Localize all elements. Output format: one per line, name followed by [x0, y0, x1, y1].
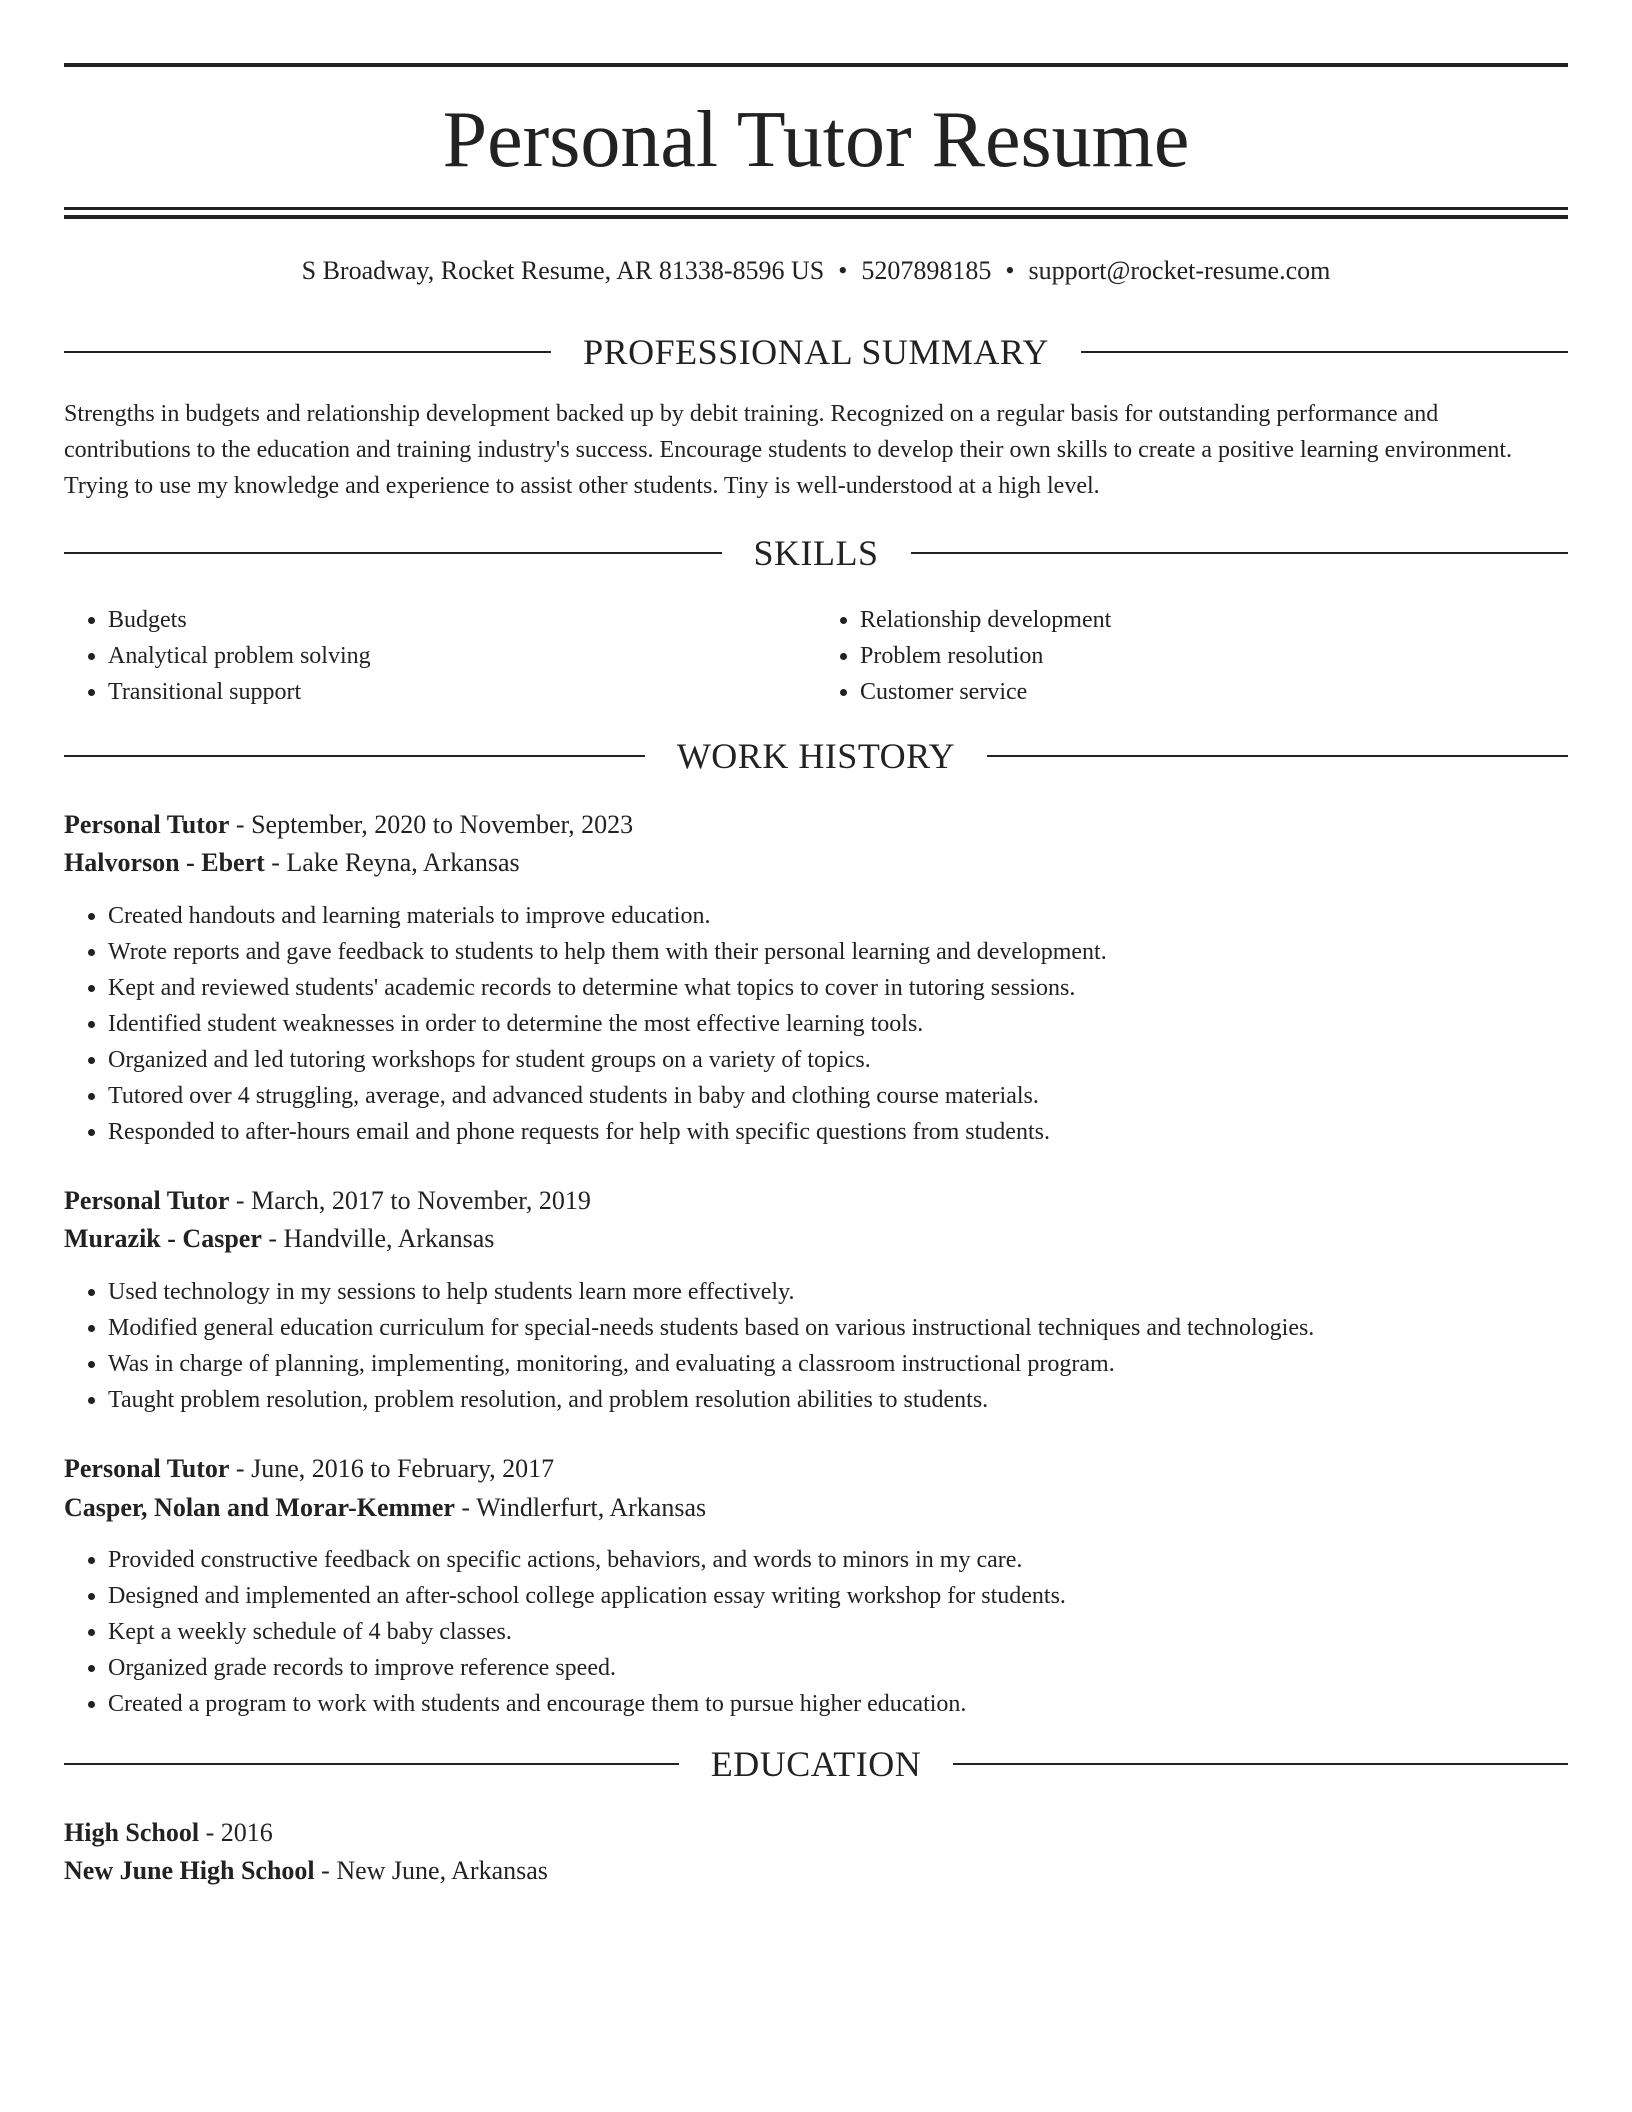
section-heading: EDUCATION: [710, 1744, 922, 1784]
job-title-line: [64, 1182, 1568, 1220]
job-bullet: • Responded to after-hours email and phone requests for help with specific questions from students.: [108, 1114, 1612, 1150]
top-rule: [64, 63, 1568, 67]
contact-line: [64, 254, 1568, 288]
job-employer-line: [64, 1220, 1568, 1258]
skill-item: • Relationship development: [860, 602, 1568, 638]
job-employer: Casper, Nolan and Morar-Kemmer: [64, 1493, 455, 1522]
job-employer: Murazik - Casper: [64, 1224, 262, 1253]
job-location: - Windlerfurt, Arkansas: [454, 1493, 707, 1522]
job-dates: - September, 2020 to November, 2023: [229, 810, 634, 839]
job-bullet: • Created a program to work with students and encourage them to pursue higher education.: [108, 1686, 1612, 1722]
title-double-rule-upper: [64, 207, 1568, 210]
job-title: Personal Tutor: [64, 810, 230, 839]
job-bullet: • Organized grade records to improve reference speed.: [108, 1650, 1612, 1686]
job-location: - Lake Reyna, Arkansas: [264, 848, 520, 877]
summary-text: Strengths in budgets and relationship development backed up by debit training. Recognized on a regular basis for outstanding performance and contributions to the education and training industry's success. Encourage students to develop their own skills to create a positive learning environment. Trying to use my knowledge and experience to assist other students. Tiny is well-understood at a high level.: [64, 401, 1512, 499]
job-employer-line: [64, 844, 1568, 882]
summary-section-header: [64, 330, 1568, 374]
section-heading: WORK HISTORY: [676, 736, 956, 776]
job-bullet: • Identified student weaknesses in order to determine the most effective learning tools.: [108, 1006, 1612, 1042]
job-title: Personal Tutor: [64, 1186, 230, 1215]
job-bullet: • Kept a weekly schedule of 4 baby classes.: [108, 1614, 1612, 1650]
title-double-rule-lower: [64, 215, 1568, 219]
section-rule-left: [64, 351, 551, 353]
job-title: Personal Tutor: [64, 1454, 230, 1483]
job-bullet: • Kept and reviewed students' academic records to determine what topics to cover in tutoring sessions.: [108, 970, 1612, 1006]
contact-address: S Broadway, Rocket Resume, AR 81338-8596 US: [301, 256, 825, 285]
job-bullet: • Wrote reports and gave feedback to students to help them with their personal learning and development.: [108, 934, 1612, 970]
skills-column-left: [64, 602, 816, 710]
education-degree-line: [64, 1814, 1568, 1852]
job-bullet: • Created handouts and learning materials to improve education.: [108, 898, 1612, 934]
skill-item: • Customer service: [860, 674, 1568, 710]
section-rule-right: [953, 1763, 1568, 1765]
job-dates: - June, 2016 to February, 2017: [229, 1454, 555, 1483]
education-degree: High School: [64, 1818, 200, 1847]
skills-column-right: [816, 602, 1568, 710]
job-bullets: [64, 898, 1612, 1150]
skills-list: [64, 602, 1568, 710]
contact-separator: •: [1005, 256, 1015, 285]
section-rule-right: [911, 552, 1569, 554]
job-bullet: • Modified general education curriculum for special-needs students based on various instructional techniques and technologies.: [108, 1310, 1612, 1346]
education-school: New June High School: [64, 1856, 315, 1885]
job-bullets: [64, 1274, 1612, 1418]
skill-item: • Analytical problem solving: [108, 638, 816, 674]
resume-title: Personal Tutor Resume: [442, 96, 1190, 184]
skill-item: • Budgets: [108, 602, 816, 638]
job-title-line: [64, 806, 1568, 844]
job-bullet: • Tutored over 4 struggling, average, and advanced students in baby and clothing course materials.: [108, 1078, 1612, 1114]
section-heading: PROFESSIONAL SUMMARY: [583, 332, 1049, 372]
contact-separator: •: [838, 256, 848, 285]
contact-phone: 5207898185: [861, 256, 992, 285]
job-bullets: [64, 1542, 1612, 1722]
section-rule-right: [987, 755, 1568, 757]
section-rule-left: [64, 552, 722, 554]
job-bullet: • Designed and implemented an after-school college application essay writing workshop for students.: [108, 1578, 1612, 1614]
section-heading: SKILLS: [753, 533, 879, 573]
education-section-header: [64, 1742, 1568, 1786]
job-employer-line: [64, 1489, 1568, 1527]
work-section-header: [64, 734, 1568, 778]
education-year: - 2016: [199, 1818, 273, 1847]
section-rule-right: [1081, 351, 1568, 353]
job-bullet: • Provided constructive feedback on specific actions, behaviors, and words to minors in my care.: [108, 1542, 1612, 1578]
section-rule-left: [64, 1763, 679, 1765]
contact-email: support@rocket-resume.com: [1028, 256, 1331, 285]
skill-item: • Transitional support: [108, 674, 816, 710]
education-location: - New June, Arkansas: [314, 1856, 548, 1885]
skills-section-header: [64, 531, 1568, 575]
job-location: - Handville, Arkansas: [261, 1224, 495, 1253]
job-bullet: • Was in charge of planning, implementing, monitoring, and evaluating a classroom instructional program.: [108, 1346, 1612, 1382]
job-bullet: • Organized and led tutoring workshops for student groups on a variety of topics.: [108, 1042, 1612, 1078]
section-rule-left: [64, 755, 645, 757]
education-school-line: [64, 1852, 1568, 1890]
job-dates: - March, 2017 to November, 2019: [229, 1186, 591, 1215]
skill-item: • Problem resolution: [860, 638, 1568, 674]
job-bullet: • Used technology in my sessions to help students learn more effectively.: [108, 1274, 1612, 1310]
job-bullet: • Taught problem resolution, problem resolution, and problem resolution abilities to students.: [108, 1382, 1612, 1418]
job-title-line: [64, 1450, 1568, 1488]
job-employer: Halvorson - Ebert: [64, 848, 265, 877]
